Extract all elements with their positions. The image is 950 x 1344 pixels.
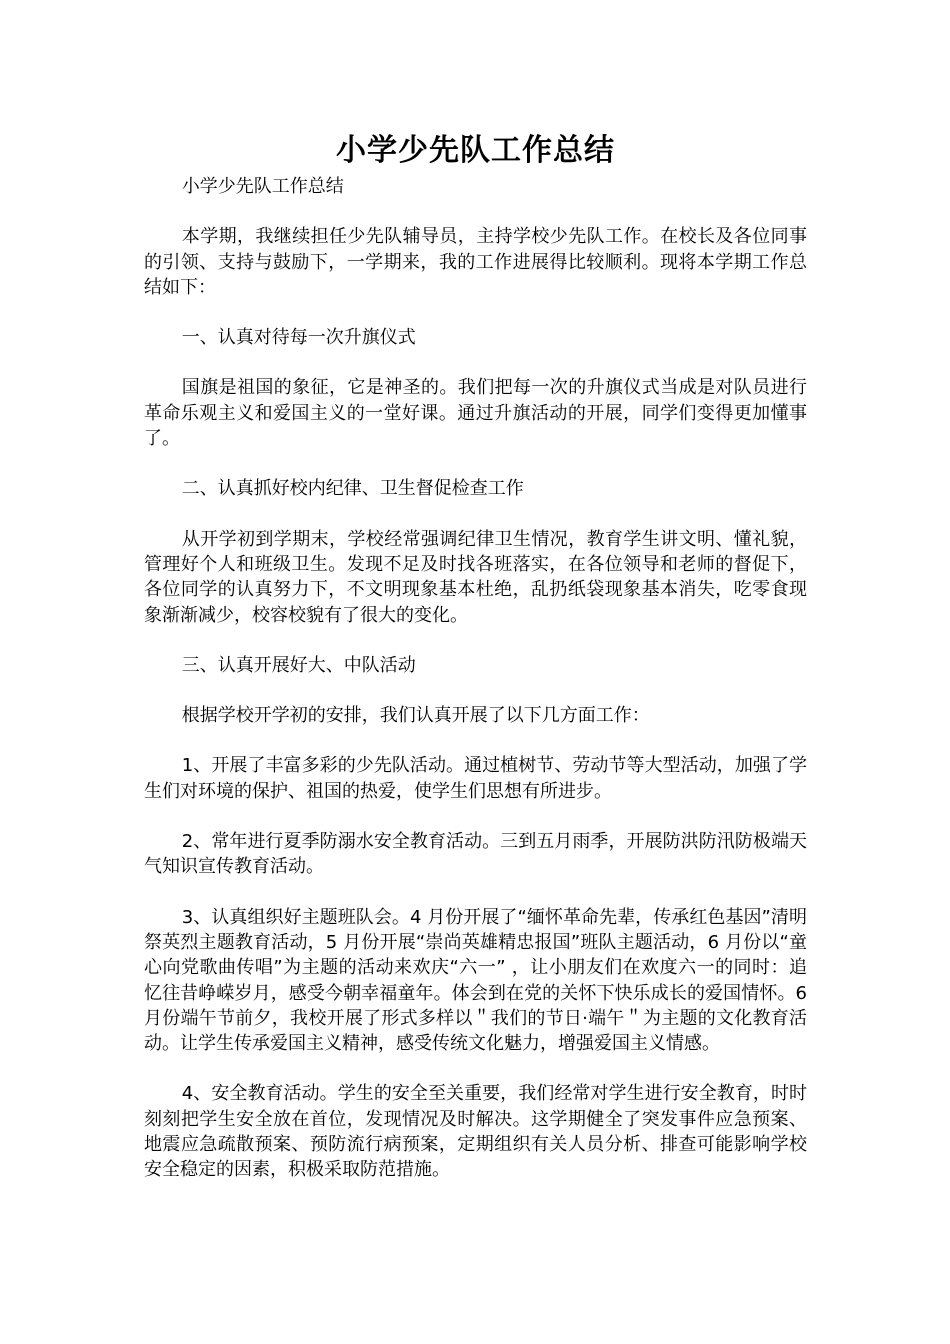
document-title: 小学少先队工作总结 [336,133,615,168]
document-body [144,174,807,1183]
list-item-4: 4、安全教育活动。学生的安全至关重要，我们经常对学生进行安全教育，时时刻刻把学生安全放在首位，发现情况及时解决。这学期健全了突发事件应急预案、地震应急疏散预案、预防流行病预案，定期组织有关人员分析、排查可能影响学校安全稳定的因素，积极采取防范措施。 [144,1083,807,1181]
intro-paragraph: 本学期，我继续担任少先队辅导员，主持学校少先队工作。在校长及各位同事的引领、支持与鼓励下，一学期来，我的工作进展得比较顺利。现将本学期工作总结如下： [144,226,807,298]
section-heading-1: 一、认真对待每一次升旗仪式 [181,327,416,349]
list-item-2: 2、常年进行夏季防溺水安全教育活动。三到五月雨季，开展防洪防汛防极端天气知识宣传教育活动。 [144,831,807,878]
document-subtitle: 小学少先队工作总结 [181,176,344,197]
section-3-intro: 根据学校开学初的安排，我们认真开展了以下几方面工作： [181,705,650,727]
section-heading-2: 二、认真抓好校内纪律、卫生督促检查工作 [181,478,524,500]
section-2-paragraph: 从开学初到学期末，学校经常强调纪律卫生情况，教育学生讲文明、懂礼貌，管理好个人和班级卫生。发现不足及时找各班落实，在各位领导和老师的督促下，各位同学的认真努力下，不文明现象基本杜绝，乱扔纸袋现象基本消失，吃零食现象渐渐减少，校容校貌有了很大的变化。 [144,528,807,626]
list-item-3: 3、认真组织好主题班队会。4 月份开展了“缅怀革命先辈，传承红色基因”清明祭英烈主题教育活动，5 月份开展“崇尚英雄精忠报国”班队主题活动，6 月份以“童心向党歌曲传唱”为主题的活动来欢庆“六一” ，让小朋友们在欢度六一的同时：追忆往昔峥嵘岁月，感受今朝幸福童年。体会到在党的关怀下快乐成长的爱国情怀。6 月份端午节前夕，我校开展了形式多样以＂我们的节日·端午＂为主题的文化教育活动。让学生传承爱国主义精神，感受传统文化魅力，增强爱国主义情感。 [144,906,807,1055]
section-1-paragraph: 国旗是祖国的象征，它是神圣的。我们把每一次的升旗仪式当成是对队员进行革命乐观主义和爱国主义的一堂好课。通过升旗活动的开展，同学们变得更加懂事了。 [144,377,807,450]
list-item-1: 1、开展了丰富多彩的少先队活动。通过植树节、劳动节等大型活动，加强了学生们对环境的保护、祖国的热爱，使学生们思想有所进步。 [144,755,807,802]
section-heading-3: 三、认真开展好大、中队活动 [181,654,416,676]
